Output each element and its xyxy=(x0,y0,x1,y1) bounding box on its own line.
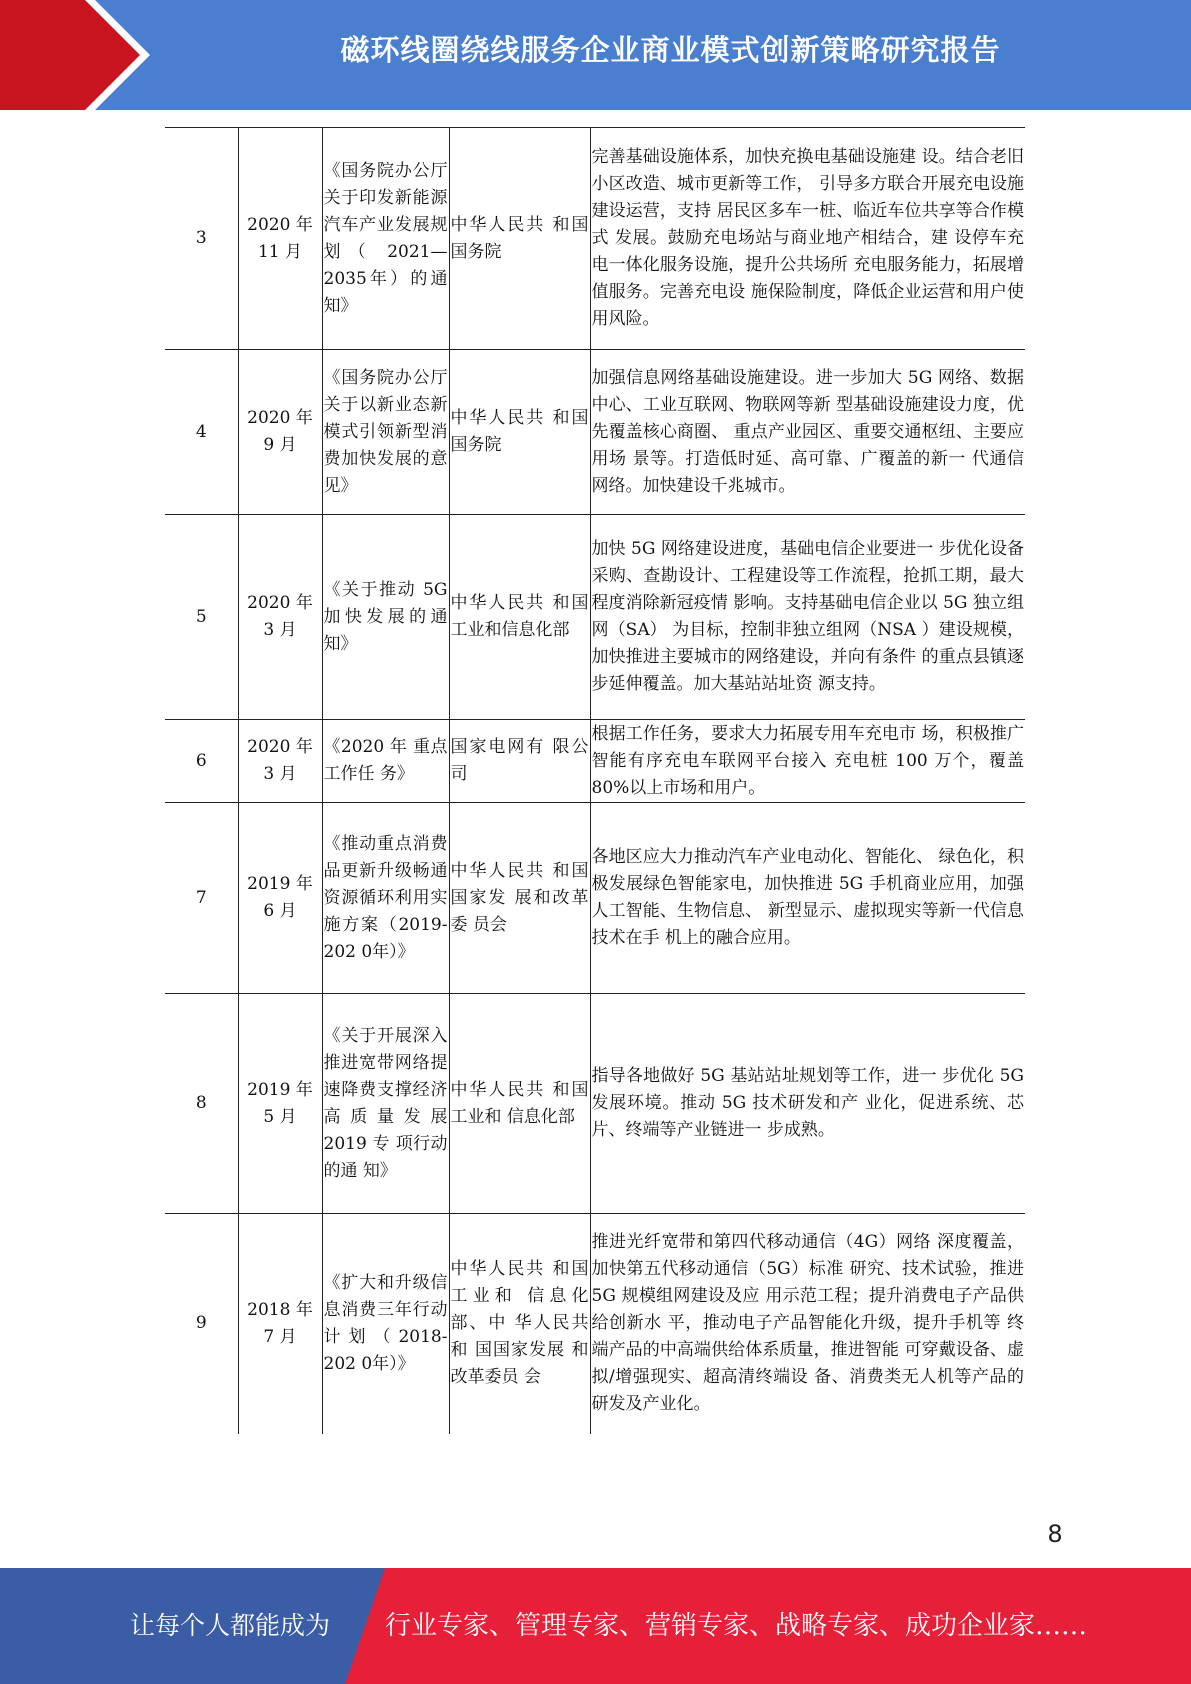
row-policy-name: 《推动重点消费品更新升级畅通资源循环利用实施方案（2019-202 0年）》 xyxy=(322,803,449,994)
row-content: 指导各地做好 5G 基站站址规划等工作，进一 步优化 5G 发展环境。推动 5G 技术研发和产 业化，促进系统、芯片、终端等产业链进一 步成熟。 xyxy=(590,994,1025,1214)
row-policy-name: 《关于开展深入推进宽带网络提速降费支撑经济高质量发展 2019 专 项行动的通 知》 xyxy=(322,994,449,1214)
row-number: 5 xyxy=(165,515,238,720)
table-row xyxy=(165,994,1025,1214)
row-issuer: 中华人民共 和国工业和 信息化部 xyxy=(449,994,590,1214)
row-issuer: 中华人民共 和国国务院 xyxy=(449,350,590,515)
row-policy-name: 《扩大和升级信息消费三年行动计划（2018-202 0年）》 xyxy=(322,1214,449,1434)
row-date: 2020 年 11 月 xyxy=(238,128,322,350)
row-policy-name: 《2020 年 重点工作任 务》 xyxy=(322,720,449,803)
footer-slogan: 行业专家、管理专家、营销专家、战略专家、成功企业家…… xyxy=(385,1611,1088,1641)
table-row xyxy=(165,350,1025,515)
row-content: 加强信息网络基础设施建设。进一步加大 5G 网络、数据中心、工业互联网、物联网等新 型基础设施建设力度，优先覆盖核心商圈、 重点产业园区、重要交通枢纽、主要应用场 景等。打造低时延、高可靠、广覆盖的新一 代通信网络。加快建设千兆城市。 xyxy=(590,350,1025,515)
row-issuer: 中华人民共 和国工业和 信息化部、中 华人民共和 国国家发展 和改革委员 会 xyxy=(449,1214,590,1434)
row-date: 2019 年 6 月 xyxy=(238,803,322,994)
row-content: 推进光纤宽带和第四代移动通信（4G）网络 深度覆盖，加快第五代移动通信（5G）标准 研究、技术试验，推进 5G 规模组网建设及应 用示范工程；提升消费电子产品供给创新水 平，推动电子产品智能化升级，提升手机等 终端产品的中高端供给体系质量，推进智能 可穿戴设备、虚拟/增强现实、超高清终端设 备、消费类无人机等产品的研发及产业化。 xyxy=(590,1214,1025,1434)
row-policy-name: 《国务院办公厅关于印发新能源汽车产业发展规 划（ 2021—2035年）的通知》 xyxy=(322,128,449,350)
row-issuer: 中华人民共 和国国家发 展和改革委 员会 xyxy=(449,803,590,994)
page-number: 8 xyxy=(1047,1520,1063,1548)
row-policy-name: 《关于推动 5G 加快发展的通知》 xyxy=(322,515,449,720)
row-date: 2018 年 7 月 xyxy=(238,1214,322,1434)
row-number: 7 xyxy=(165,803,238,994)
table-row xyxy=(165,720,1025,803)
footer-slogan-lead: 让每个人都能成为 xyxy=(129,1611,330,1640)
footer-banner xyxy=(0,1568,1191,1684)
table-row xyxy=(165,515,1025,720)
row-date: 2019 年 5 月 xyxy=(238,994,322,1214)
header-banner xyxy=(0,0,1191,110)
row-number: 6 xyxy=(165,720,238,803)
report-title: 磁环线圈绕线服务企业商业模式创新策略研究报告 xyxy=(340,33,1001,67)
row-issuer: 中华人民共 和国国务院 xyxy=(449,128,590,350)
row-date: 2020 年 9 月 xyxy=(238,350,322,515)
row-content: 根据工作任务，要求大力拓展专用车充电市 场，积极推广智能有序充电车联网平台接入 充电桩 100 万个，覆盖 80%以上市场和用户。 xyxy=(590,720,1025,803)
table-row xyxy=(165,128,1025,350)
row-issuer: 国家电网有 限公司 xyxy=(449,720,590,803)
table-row xyxy=(165,1214,1025,1434)
policy-table xyxy=(165,127,1025,1434)
row-date: 2020 年 3 月 xyxy=(238,515,322,720)
row-content: 完善基础设施体系，加快充换电基础设施建 设。结合老旧小区改造、城市更新等工作， 引导多方联合开展充电设施建设运营，支持 居民区多车一桩、临近车位共享等合作模式 发展。鼓励充电场站与商业地产相结合，建 设停车充电一体化服务设施，提升公共场所 充电服务能力，拓展增值服务。完善充电设 施保险制度，降低企业运营和用户使用风险。 xyxy=(590,128,1025,350)
row-issuer: 中华人民共 和国工业和信息化部 xyxy=(449,515,590,720)
row-number: 3 xyxy=(165,128,238,350)
row-content: 加快 5G 网络建设进度，基础电信企业要进一 步优化设备采购、查勘设计、工程建设等工作流程，抢抓工期，最大程度消除新冠疫情 影响。支持基础电信企业以 5G 独立组网（SA） 为目标，控制非独立组网（NSA ）建设规模， 加快推进主要城市的网络建设，并向有条件 的重点县镇逐步延伸覆盖。加大基站站址资 源支持。 xyxy=(590,515,1025,720)
row-number: 8 xyxy=(165,994,238,1214)
row-number: 4 xyxy=(165,350,238,515)
table-row xyxy=(165,803,1025,994)
row-number: 9 xyxy=(165,1214,238,1434)
row-policy-name: 《国务院办公厅关于以新业态新模式引领新型消费加快发展的意见》 xyxy=(322,350,449,515)
row-date: 2020 年 3 月 xyxy=(238,720,322,803)
header-arrow-decoration xyxy=(0,0,160,110)
row-content: 各地区应大力推动汽车产业电动化、智能化、 绿色化，积极发展绿色智能家电，加快推进 5G 手机商业应用，加强人工智能、生物信息、 新型显示、虚拟现实等新一代信息技术在手 机上的融合应用。 xyxy=(590,803,1025,994)
